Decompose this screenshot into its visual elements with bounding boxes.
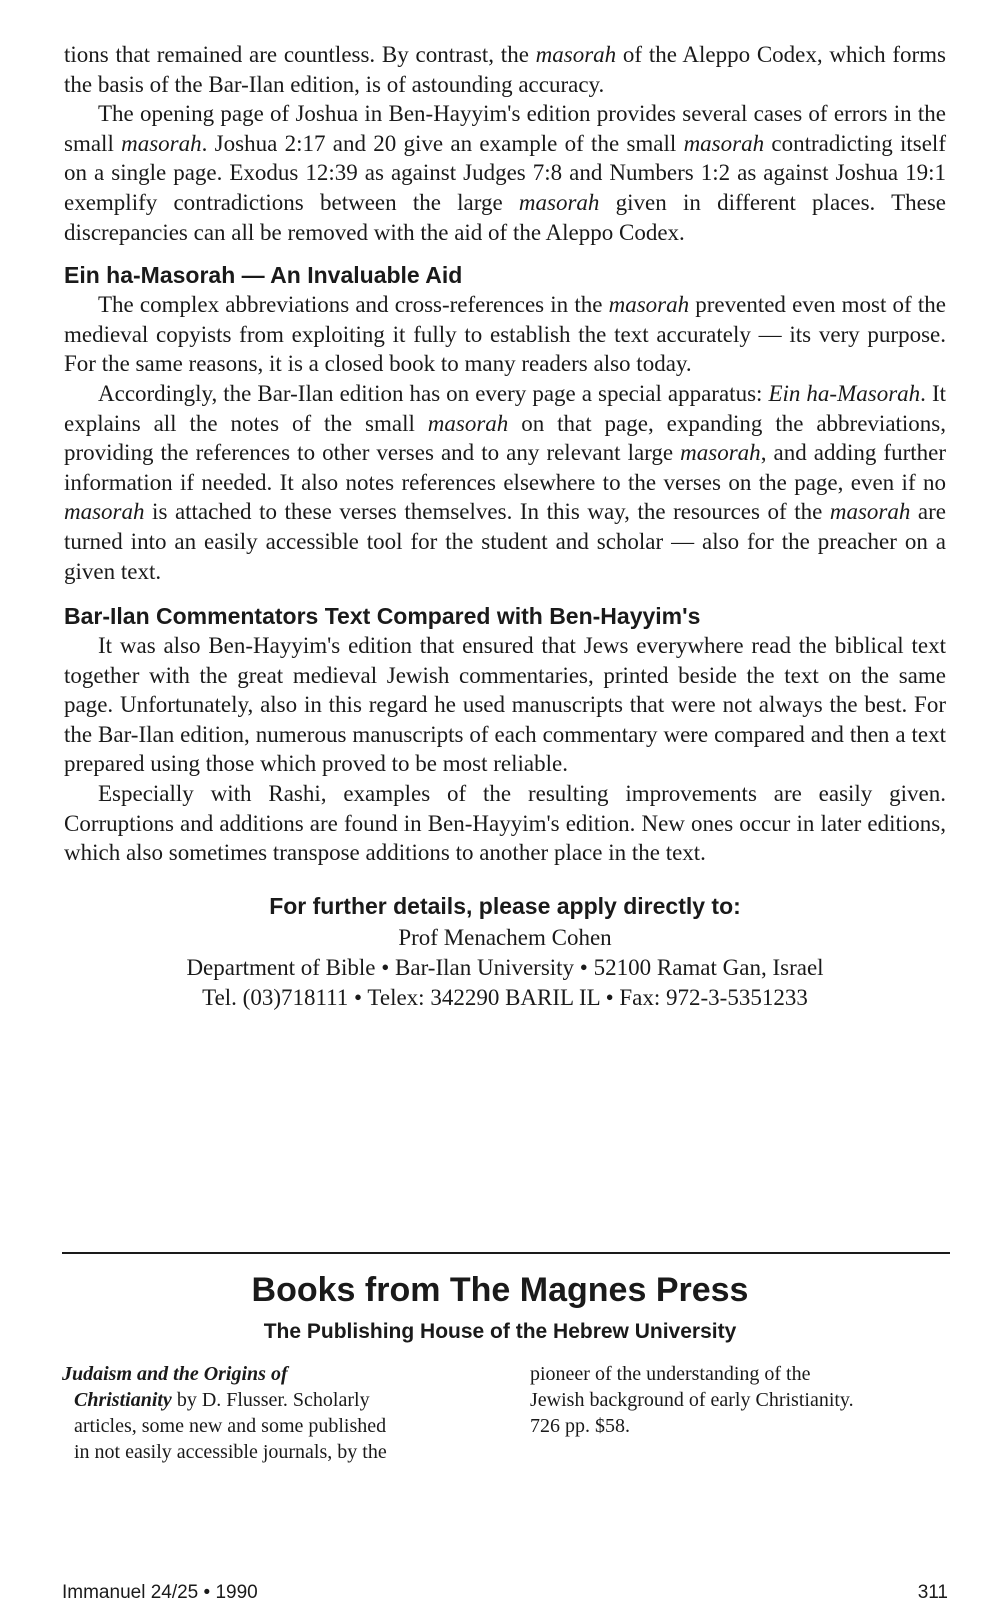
footer-journal: Immanuel 24/25 • 1990 xyxy=(62,1582,258,1603)
intro-paragraph-1: tions that remained are countless. By contrast, the masorah of the Aleppo Codex, which forms the basis of the Bar-Ilan edition, is of astounding accuracy. xyxy=(64,42,946,97)
book-title: Judaism and the Origins of xyxy=(62,1363,288,1385)
book-entry-right-line-1: pioneer of the understanding of the xyxy=(530,1363,811,1385)
section2-paragraph-1: It was also Ben-Hayyim's edition that ensured that Jews everywhere read the biblical text together with the great medieval Jewish commentaries, printed beside the text on the same page. Unfortunately, also in this regard he used manuscripts that were not always the best. For the Bar-Ilan edition, numerous manuscripts of each commentary were compared and then a text prepared using those which proved to be most reliable. xyxy=(64,633,946,777)
book-entry-left-column xyxy=(62,1361,482,1465)
book-entry-line-2 xyxy=(62,1387,482,1413)
book-entry-line-1 xyxy=(62,1361,482,1387)
section2-paragraph-2: Especially with Rashi, examples of the resulting improvements are easily given. Corruptions and additions are found in Ben-Hayyim's edition. New ones occur in later editions, which also sometimes transpose additions to another place in the text. xyxy=(64,781,946,866)
contact-name: Prof Menachem Cohen xyxy=(398,924,612,950)
intro-paragraph-2: The opening page of Joshua in Ben-Hayyim's edition provides several cases of errors in the small masorah. Joshua 2:17 and 20 give an example of the small masorah contradicting itself on a single page. Exodus 12:39 as against Judges 7:8 and Numbers 1:2 as against Joshua 19:1 exemplify contradictions between the large masorah given in different places. These discrepancies can all be removed with the aid of the Aleppo Codex. xyxy=(64,101,946,245)
book-title-cont: Christianity xyxy=(74,1389,172,1411)
section-heading-commentators: Bar-Ilan Commentators Text Compared with Ben-Hayyim's xyxy=(64,603,701,630)
book-entry-right-line-3: 726 pp. $58. xyxy=(530,1415,630,1437)
footer-page-number: 311 xyxy=(917,1582,948,1603)
article-body xyxy=(64,40,946,1013)
books-subtitle: The Publishing House of the Hebrew University xyxy=(263,1320,737,1343)
contact-block xyxy=(64,892,946,1013)
section-divider xyxy=(62,1252,950,1254)
section1-paragraph-2: Accordingly, the Bar-Ilan edition has on every page a special apparatus: Ein ha-Masorah. It explains all the notes of the small masorah on that page, expanding the abbreviations, providing the references to other verses and to any relevant large masorah, and adding further information if needed. It also notes references elsewhere to the verses on the page, even if no masorah is attached to these verses themselves. In this way, the resources of the masorah are turned into an easily accessible tool for the student and scholar — also for the preacher on a given text. xyxy=(64,380,947,584)
contact-address: Department of Bible • Bar-Ilan University • 52100 Ramat Gan, Israel xyxy=(186,954,824,980)
contact-phones: Tel. (03)718111 • Telex: 342290 BARIL IL • Fax: 972-3-5351233 xyxy=(202,984,808,1010)
section-heading-ein-ha-masorah: Ein ha-Masorah — An Invaluable Aid xyxy=(64,262,463,289)
book-entry-line-3: articles, some new and some published xyxy=(74,1415,387,1437)
books-title: Books from The Magnes Press xyxy=(251,1271,749,1309)
book-entry-right-line-2: Jewish background of early Christianity. xyxy=(530,1389,854,1411)
section1-paragraph-1: The complex abbreviations and cross-references in the masorah prevented even most of the medieval copyists from exploiting it fully to establish the text accurately — its very purpose. For the same reasons, it is a closed book to many readers also today. xyxy=(64,292,946,377)
book-entry-text: by D. Flusser. Scholarly xyxy=(176,1389,370,1411)
contact-heading: For further details, please apply directly to: xyxy=(269,892,741,919)
book-entry-line-4: in not easily accessible journals, by the xyxy=(74,1441,387,1463)
book-entry-right-column xyxy=(530,1361,950,1439)
